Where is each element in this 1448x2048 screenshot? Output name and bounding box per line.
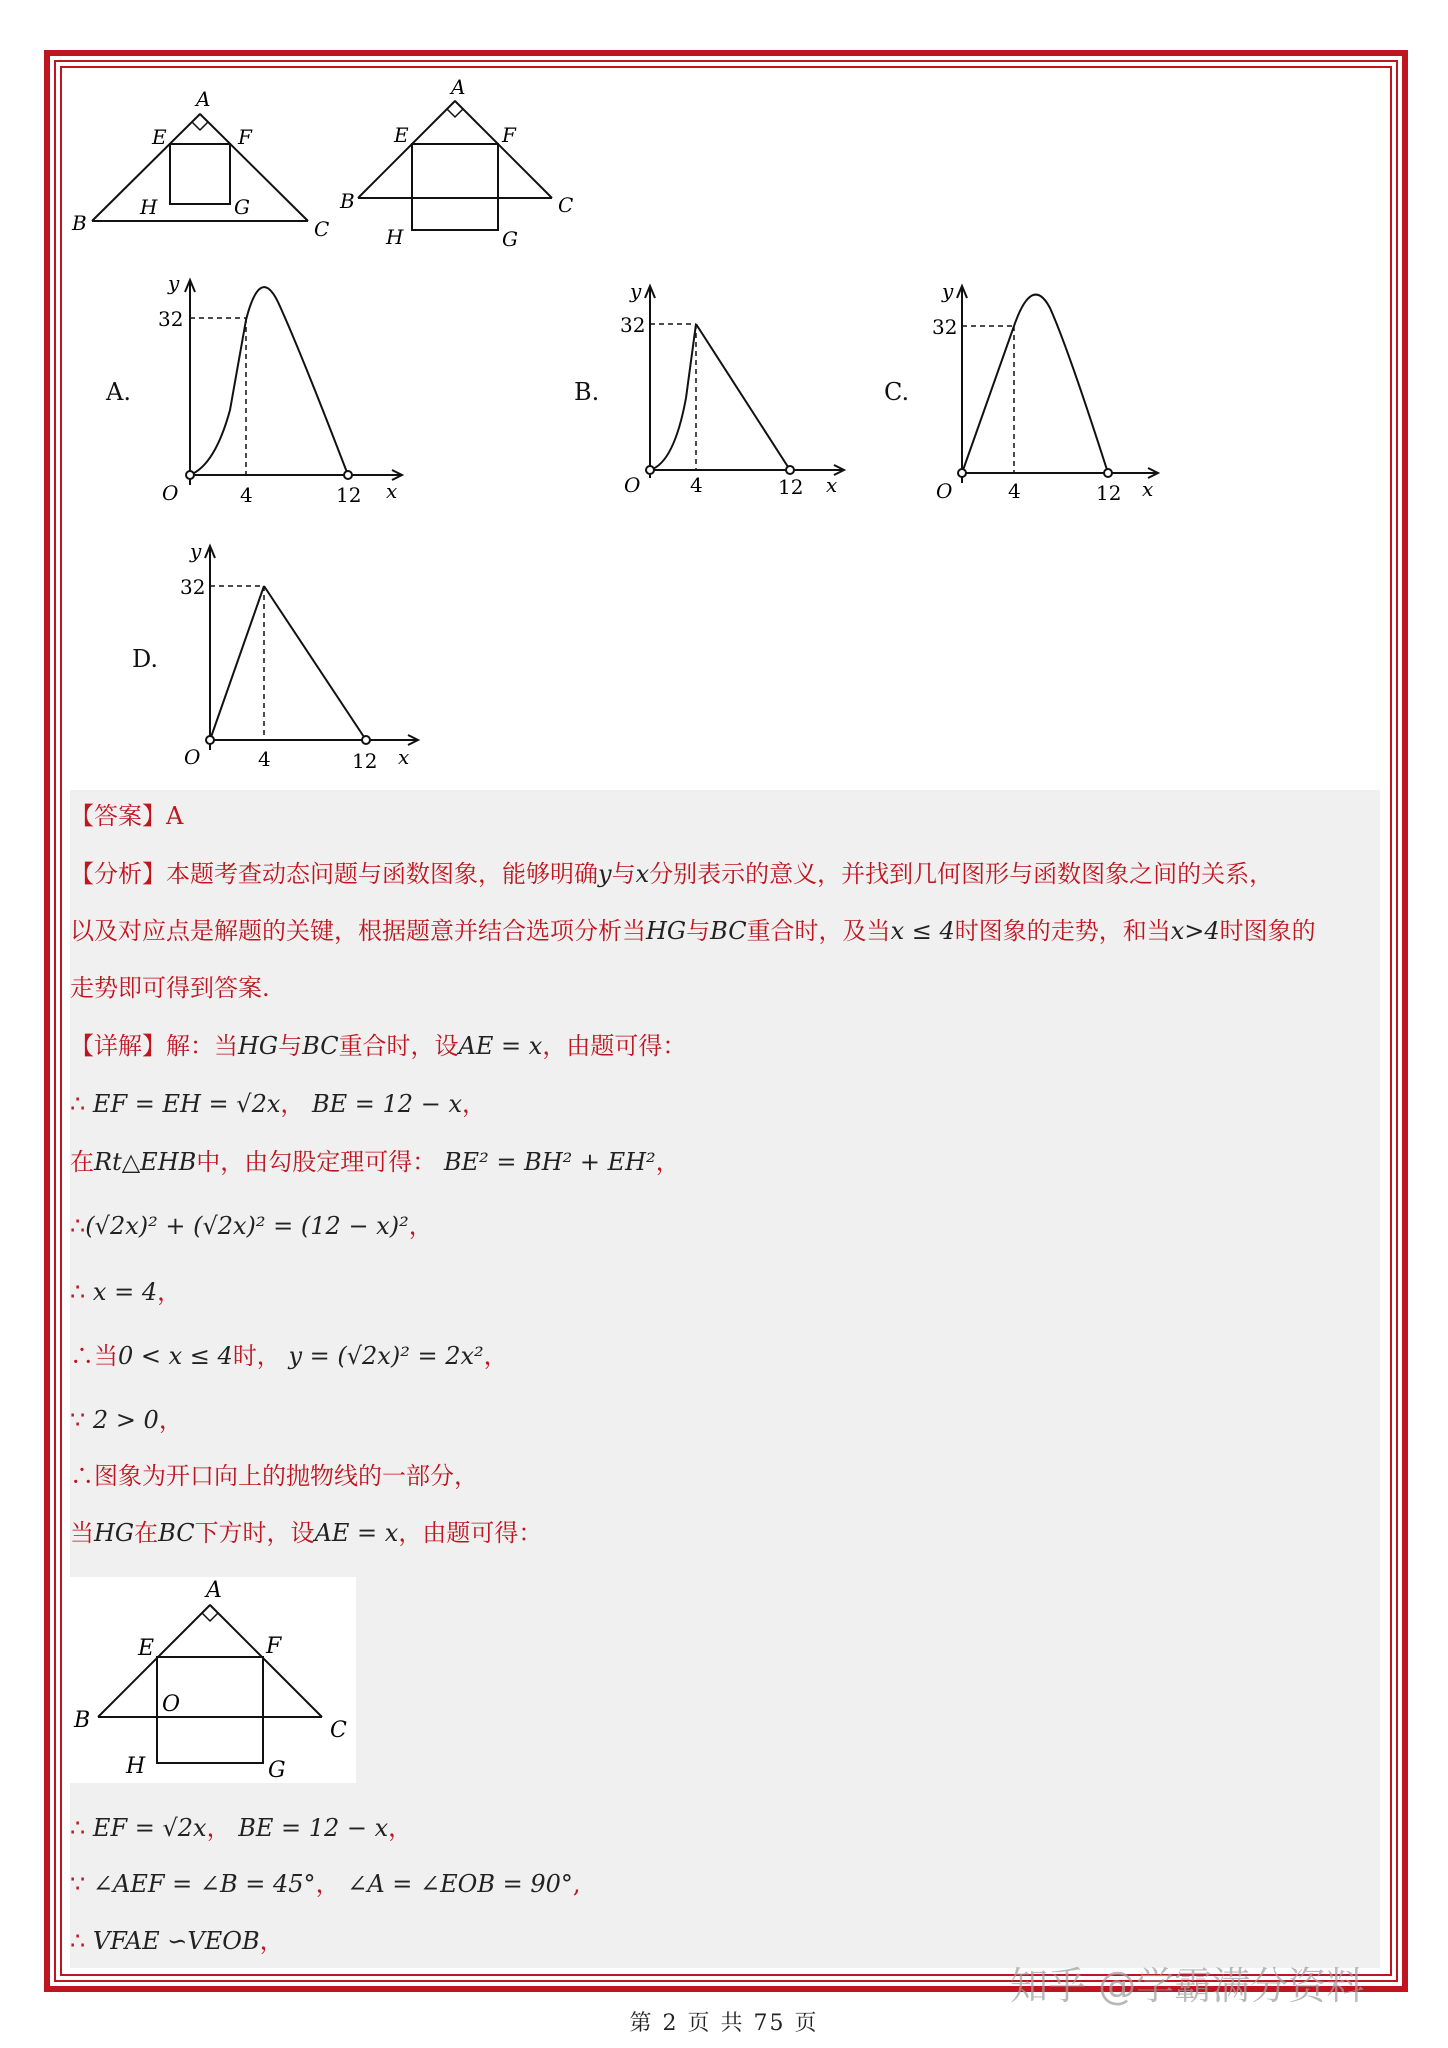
- because-symbol: ∵: [70, 1406, 86, 1434]
- comma: ，: [315, 1870, 340, 1898]
- fig3-label-O: O: [162, 1692, 181, 1717]
- comma: ，: [461, 1090, 486, 1118]
- detail-line-8: [70, 1460, 478, 1492]
- detail-text-8: 图象为开口向上的抛物线的一部分，: [94, 1462, 478, 1490]
- detail-text-6a: 当: [94, 1342, 118, 1370]
- comma: ，: [158, 1406, 183, 1434]
- detail-text-9c: 下方时，设: [194, 1519, 315, 1547]
- analysis-text-2c: 重合时，及当: [746, 917, 891, 945]
- graph-option-D: [176, 538, 426, 778]
- graphB-x-tick-12: 12: [778, 475, 804, 499]
- detail-line-12: [70, 1925, 284, 1957]
- graphC-origin: O: [936, 479, 953, 503]
- detail-text-1d: ，由题可得：: [542, 1032, 687, 1060]
- page-footer: 第 2 页 共 75 页: [629, 2011, 819, 2036]
- detail-line-2: [70, 1088, 486, 1120]
- analysis-cond-2: x>4: [1170, 917, 1220, 945]
- therefore-symbol: ∴: [70, 1212, 86, 1240]
- fig3-label-A: A: [206, 1578, 222, 1603]
- fig2-label-A: A: [451, 76, 466, 99]
- analysis-var-y: y: [598, 860, 612, 888]
- detail-line-10: [70, 1812, 412, 1844]
- therefore-symbol: ∴: [70, 1090, 86, 1118]
- therefore-symbol: ∴: [70, 1462, 94, 1490]
- answer-tag: 【答案】: [70, 802, 166, 830]
- detail-text-9b: 在: [134, 1519, 159, 1547]
- graphC-y-tick-32: 32: [932, 315, 958, 339]
- graphA-y-tick-32: 32: [158, 307, 184, 331]
- fig1-label-E: E: [152, 125, 167, 149]
- analysis-tag: 【分析】: [70, 860, 166, 888]
- comma-en: ,: [572, 1870, 581, 1898]
- comma: ，: [388, 1814, 413, 1842]
- fig3-label-E: E: [138, 1636, 155, 1661]
- because-symbol: ∵: [70, 1870, 86, 1898]
- comma: ，: [206, 1814, 231, 1842]
- detail-line-3: [70, 1146, 680, 1178]
- detail-eq-ef-2: EF = √2x: [92, 1814, 207, 1842]
- solution-panel: [70, 790, 1380, 1968]
- fig1-label-A: A: [196, 87, 211, 111]
- fig3-label-G: G: [268, 1758, 286, 1783]
- analysis-text-3: 走势即可得到答案.: [70, 974, 270, 1002]
- fig1-label-F: F: [238, 125, 252, 149]
- graphD-x-label: x: [398, 745, 410, 769]
- graphD-origin: O: [184, 745, 201, 769]
- detail-eq-ae: AE = x: [458, 1032, 543, 1060]
- graph-option-B: [614, 278, 854, 508]
- analysis-text-1b: 与: [611, 860, 636, 888]
- graphB-x-label: x: [826, 473, 838, 497]
- detail-line-9: [70, 1517, 542, 1549]
- graphC-x-tick-4: 4: [1008, 479, 1021, 503]
- analysis-text-2d: 时图象的走势，和当: [954, 917, 1171, 945]
- graph-option-C: [928, 278, 1168, 508]
- fig2-label-H: H: [386, 225, 404, 249]
- detail-text-3a: 在: [70, 1148, 94, 1176]
- therefore-symbol: ∴: [70, 1278, 86, 1306]
- fig3-label-H: H: [126, 1754, 146, 1779]
- detail-bc-2: BC: [158, 1519, 195, 1547]
- figure-triangle-square-inside: [70, 86, 350, 246]
- detail-text-9a: 当: [70, 1519, 94, 1547]
- answer-line: [70, 800, 183, 832]
- detail-rt-triangle: Rt△EHB: [94, 1148, 197, 1176]
- figure-triangle-square-crossing: [330, 76, 590, 256]
- detail-eq-be-2: BE = 12 − x: [238, 1814, 389, 1842]
- fig2-label-B: B: [340, 189, 355, 213]
- graphB-origin: O: [624, 473, 641, 497]
- detail-eq-angles-2: ∠A = ∠EOB = 90°: [347, 1870, 573, 1898]
- detail-eq-ef: EF = EH = √2x: [92, 1090, 281, 1118]
- therefore-symbol: ∴: [70, 1814, 86, 1842]
- detail-text-9d: ，由题可得：: [398, 1519, 543, 1547]
- analysis-line-1: [70, 858, 1273, 890]
- analysis-text-2e: 时图象的: [1219, 917, 1316, 945]
- graphD-y-tick-32: 32: [180, 575, 206, 599]
- comma: ，: [408, 1212, 433, 1240]
- analysis-var-x: x: [635, 860, 650, 888]
- graphD-x-tick-4: 4: [258, 747, 271, 771]
- fig1-label-H: H: [140, 195, 158, 219]
- fig3-label-F: F: [266, 1634, 282, 1659]
- graphD-x-tick-12: 12: [352, 749, 378, 773]
- therefore-symbol: ∴: [70, 1342, 94, 1370]
- detail-eq-positive: 2 > 0: [92, 1406, 159, 1434]
- detail-line-6: [70, 1340, 508, 1372]
- detail-eq-y: y = (√2x)² = 2x²: [288, 1342, 484, 1370]
- graphA-x-tick-12: 12: [336, 483, 362, 507]
- detail-line-1: [70, 1030, 686, 1062]
- detail-text-1a: 解：当: [166, 1032, 238, 1060]
- detail-cond-range: 0 < x ≤ 4: [118, 1342, 233, 1370]
- graphA-x-label: x: [386, 479, 398, 503]
- comma: ，: [259, 1927, 284, 1955]
- detail-line-11: [70, 1868, 581, 1900]
- detail-text-1b: 与: [278, 1032, 303, 1060]
- graphB-y-label: y: [630, 279, 642, 303]
- detail-eq-x4: x = 4: [92, 1278, 158, 1306]
- detail-text-6b: 时，: [232, 1342, 281, 1370]
- graphD-y-label: y: [190, 539, 202, 563]
- fig2-label-F: F: [502, 123, 516, 147]
- detail-eq-angles-1: ∠AEF = ∠B = 45°: [92, 1870, 316, 1898]
- detail-line-4: [70, 1210, 433, 1242]
- comma: ，: [655, 1148, 680, 1176]
- fig1-label-C: C: [314, 217, 330, 241]
- graphB-x-tick-4: 4: [690, 473, 703, 497]
- detail-eq-be: BE = 12 − x: [312, 1090, 462, 1118]
- detail-line-5: [70, 1276, 181, 1308]
- figure-triangle-square-overlap: [70, 1577, 356, 1783]
- answer-value: A: [166, 802, 184, 830]
- option-label-B: B.: [574, 378, 600, 406]
- comma: ，: [483, 1342, 508, 1370]
- analysis-text-2a: 以及对应点是解题的关键，根据题意并结合选项分析当: [70, 917, 646, 945]
- analysis-text-1c: 分别表示的意义，并找到几何图形与函数图象之间的关系，: [649, 860, 1274, 888]
- detail-eq-similar: VFAE ∽VEOB: [92, 1927, 260, 1955]
- analysis-hg: HG: [646, 917, 687, 945]
- detail-hg: HG: [238, 1032, 279, 1060]
- detail-eq-squares: (√2x)² + (√2x)² = (12 − x)²: [85, 1212, 409, 1240]
- analysis-line-3: [70, 972, 270, 1004]
- detail-line-7: [70, 1404, 183, 1436]
- option-label-C: C.: [884, 378, 910, 406]
- graphA-x-tick-4: 4: [240, 483, 253, 507]
- detail-text-3b: 中，由勾股定理可得：: [196, 1148, 437, 1176]
- detail-text-1c: 重合时，设: [338, 1032, 459, 1060]
- analysis-bc: BC: [710, 917, 747, 945]
- watermark: 知乎 @学霸满分资料: [1010, 1964, 1365, 2008]
- detail-eq-pythagoras: BE² = BH² + EH²: [443, 1148, 656, 1176]
- fig3-label-B: B: [74, 1708, 91, 1733]
- graphC-x-tick-12: 12: [1096, 481, 1122, 505]
- comma: ，: [280, 1090, 305, 1118]
- analysis-line-2: [70, 915, 1316, 947]
- graphA-y-label: y: [168, 271, 180, 295]
- fig1-label-B: B: [72, 211, 87, 235]
- graphB-y-tick-32: 32: [620, 313, 646, 337]
- analysis-text-2b: 与: [686, 917, 711, 945]
- fig1-label-G: G: [234, 195, 250, 219]
- analysis-cond-1: x ≤ 4: [890, 917, 955, 945]
- detail-eq-ae-2: AE = x: [314, 1519, 399, 1547]
- detail-tag: 【详解】: [70, 1032, 166, 1060]
- fig2-label-C: C: [558, 193, 574, 217]
- graph-option-A: [150, 270, 420, 510]
- graphA-origin: O: [162, 481, 179, 505]
- fig2-label-G: G: [502, 227, 518, 251]
- fig2-label-E: E: [394, 123, 409, 147]
- therefore-symbol: ∴: [70, 1927, 86, 1955]
- option-label-D: D.: [132, 645, 159, 673]
- graphC-y-label: y: [942, 279, 954, 303]
- detail-hg-2: HG: [94, 1519, 135, 1547]
- graphC-x-label: x: [1142, 477, 1154, 501]
- detail-bc: BC: [302, 1032, 339, 1060]
- fig3-label-C: C: [330, 1718, 347, 1743]
- option-label-A: A.: [106, 378, 131, 406]
- comma: ，: [157, 1278, 182, 1306]
- analysis-text-1a: 本题考查动态问题与函数图象，能够明确: [166, 860, 598, 888]
